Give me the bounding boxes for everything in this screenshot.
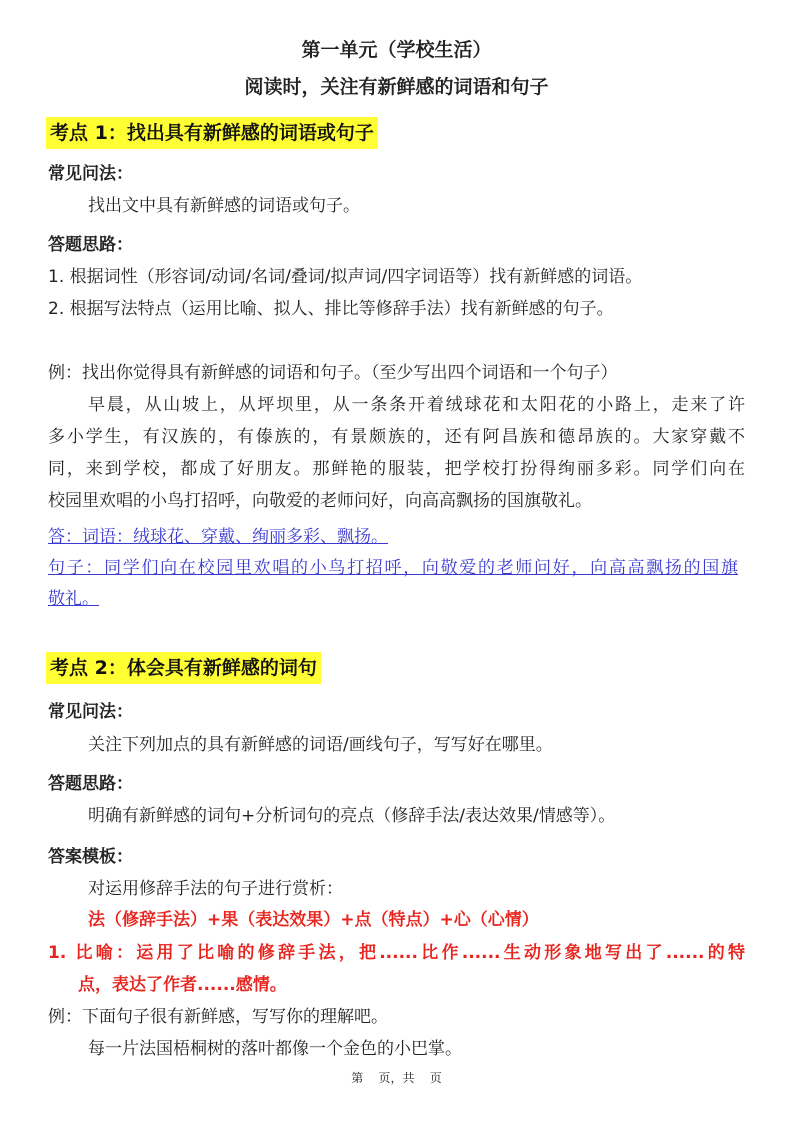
passage-line-1: 早晨，从山坡上，从坪坝里，从一条条开着绒球花和太阳花的小路上，走来了许 — [88, 395, 745, 415]
metaphor-template-end: 点，表达了作者......感情。 — [78, 975, 287, 995]
section2-idea-text: 明确有新鲜感的词句+分析词句的亮点（修辞手法/表达效果/情感等）。 — [88, 806, 616, 826]
template-label: 答案模板： — [48, 847, 133, 867]
page-footer: 第 页，共 页 — [351, 1071, 442, 1085]
section1-idea-2: 2. 根据写法特点（运用比喻、拟人、排比等修辞手法）找有新鲜感的句子。 — [48, 299, 614, 319]
section1-idea-1: 1. 根据词性（形容词/动词/名词/叠词/拟声词/四字词语等）找有新鲜感的词语。 — [48, 267, 643, 287]
template-intro: 对运用修辞手法的句子进行赏析： — [88, 879, 343, 899]
section1-idea-label: 答题思路： — [48, 235, 133, 255]
section2-question-text: 关注下列加点的具有新鲜感的词语/画线句子，写写好在哪里。 — [88, 735, 553, 755]
section2-question-label: 常见问法： — [48, 702, 133, 722]
section2-heading: 考点 2：体会具有新鲜感的词句 — [46, 652, 321, 684]
document-subtitle: 阅读时，关注有新鲜感的词语和句子 — [244, 76, 549, 98]
passage-line-2: 多小学生，有汉族的，有傣族的，有景颇族的，还有阿昌族和德昂族的。大家穿戴不 — [48, 427, 745, 447]
passage-line-3: 同，来到学校，都成了好朋友。那鲜艳的服装，把学校打扮得绚丽多彩。同学们向在 — [48, 459, 745, 479]
document-title: 第一单元（学校生活） — [301, 39, 492, 61]
answer-sentence-end: 敬礼。 — [48, 589, 99, 609]
metaphor-template: 1. 比喻：运用了比喻的修辞手法，把......比作......生动形象地写出了......的特 — [48, 943, 745, 963]
section2-idea-label: 答题思路： — [48, 774, 133, 794]
section1-example-question: 例：找出你觉得具有新鲜感的词语和句子。（至少写出四个词语和一个句子） — [48, 363, 618, 383]
template-formula: 法（修辞手法）+果（表达效果）+点（特点）+心（心情） — [88, 910, 539, 930]
answer-sentence: 句子：同学们向在校园里欢唱的小鸟打招呼，向敬爱的老师问好，向高高飘扬的国旗 — [48, 558, 738, 578]
section1-question-label: 常见问法： — [48, 164, 133, 184]
section2-example-sentence: 每一片法国梧桐树的落叶都像一个金色的小巴掌。 — [88, 1039, 462, 1059]
section1-heading: 考点 1：找出具有新鲜感的词语或句子 — [46, 117, 378, 149]
passage-line-4: 校园里欢唱的小鸟打招呼，向敬爱的老师问好，向高高飘扬的国旗敬礼。 — [48, 491, 592, 511]
section2-example-question: 例：下面句子很有新鲜感，写写你的理解吧。 — [48, 1007, 388, 1027]
section1-question-text: 找出文中具有新鲜感的词语或句子。 — [88, 196, 360, 216]
answer-words: 答：词语：绒球花、穿戴、绚丽多彩、飘扬。 — [48, 527, 388, 547]
